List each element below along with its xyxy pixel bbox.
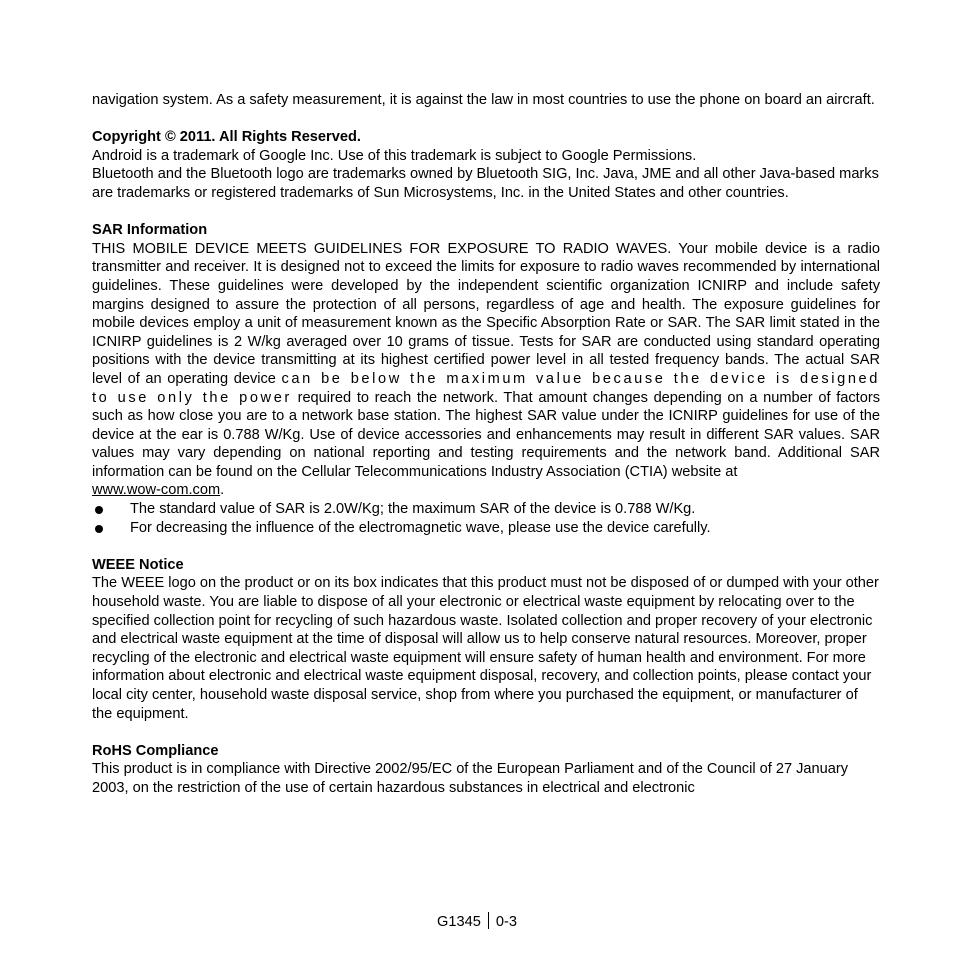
rohs-body: This product is in compliance with Directive 2002/95/EC of the European Parliament and of the Council of 27 January 2003, on the restriction of the use of certain hazardous substances in electrical and electronic: [92, 761, 849, 796]
ctia-website-link[interactable]: www.wow-com.com: [92, 482, 221, 499]
footer-divider: [488, 912, 489, 929]
sar-body-part-2: required to reach the network. That amount changes depending on a number of factors such as how close you are to a network base station. The highest SAR value under the ICNIRP guidelines for use of the device at the ear is 0.788 W/Kg. Use of device accessories and enhancements may result in different SAR values. SAR values may vary depending on national reporting and testing requirements and the network band. Additional SAR information can be found on the Cellular Telecommunications Industry Association (CTIA) website at: [92, 389, 880, 480]
document-page: [92, 91, 880, 798]
sar-bullet-list: [92, 500, 880, 537]
sar-link-suffix: .: [220, 482, 225, 499]
copyright-line-2: Bluetooth and the Bluetooth logo are trademarks owned by Bluetooth SIG, Inc. Java, JME and all other Java-based marks are trademarks or registered trademarks of Sun Microsystems, Inc. in the United States and other countries.: [92, 166, 879, 201]
list-item: [92, 500, 880, 519]
list-item: [92, 519, 880, 538]
bullet-icon: [95, 506, 103, 514]
page-footer: [0, 912, 954, 931]
copyright-heading: Copyright © 2011. All Rights Reserved.: [92, 129, 361, 146]
rohs-heading: RoHS Compliance: [92, 742, 219, 759]
sar-heading: SAR Information: [92, 222, 208, 239]
sar-link-line: [92, 481, 880, 500]
copyright-line-1: Android is a trademark of Google Inc. Use of this trademark is subject to Google Permissions.: [92, 147, 697, 164]
weee-body: The WEEE logo on the product or on its box indicates that this product must not be disposed of or dumped with your other household waste. You are liable to dispose of all your electronic or electrical waste equipment by relocating over to the specified collection point for recycling of such hazardous waste. Isolated collection and proper recovery of your electronic and electrical waste equipment at the time of disposal will allow us to help conserve natural resources. Moreover, proper recycling of the electronic and electrical waste equipment will ensure safety of human health and environment. For more information about electronic and electrical waste equipment disposal, recovery, and collection points, please contact your local city center, household waste disposal service, shop from where you purchased the equipment, or manufacturer of the equipment.: [92, 575, 879, 722]
page-number: 0-3: [495, 914, 517, 930]
model-number: G1345: [437, 914, 481, 930]
bullet-icon: [95, 525, 103, 533]
sar-body-part-1: THIS MOBILE DEVICE MEETS GUIDELINES FOR EXPOSURE TO RADIO WAVES. Your mobile device is a radio transmitter and receiver. It is designed not to exceed the limits for exposure to radio waves recommended by international guidelines. These guidelines were developed by the independent scientific organization ICNIRP and include safety margins designed to assure the protection of all persons, regardless of age and health. The exposure guidelines for mobile devices employ a unit of measurement known as the Specific Absorption Rate or SAR. The SAR limit stated in the ICNIRP guidelines is 2 W/kg averaged over 10 grams of tissue. Tests for SAR are conducted using standard operating positions with the device transmitting at its highest certified power level in all tested frequency bands. The actual SAR level of an operating device: [92, 240, 880, 387]
bullet-text: The standard value of SAR is 2.0W/Kg; the maximum SAR of the device is 0.788 W/Kg.: [130, 501, 696, 518]
bullet-text: For decreasing the influence of the electromagnetic wave, please use the device carefully.: [130, 519, 711, 536]
intro-paragraph: navigation system. As a safety measurement, it is against the law in most countries to use the phone on board an aircraft.: [92, 92, 875, 108]
sar-body-spread: can be below the maximum value because the device is designed to use only the power: [92, 370, 880, 406]
weee-heading: WEEE Notice: [92, 556, 184, 573]
sar-body: [92, 240, 880, 482]
